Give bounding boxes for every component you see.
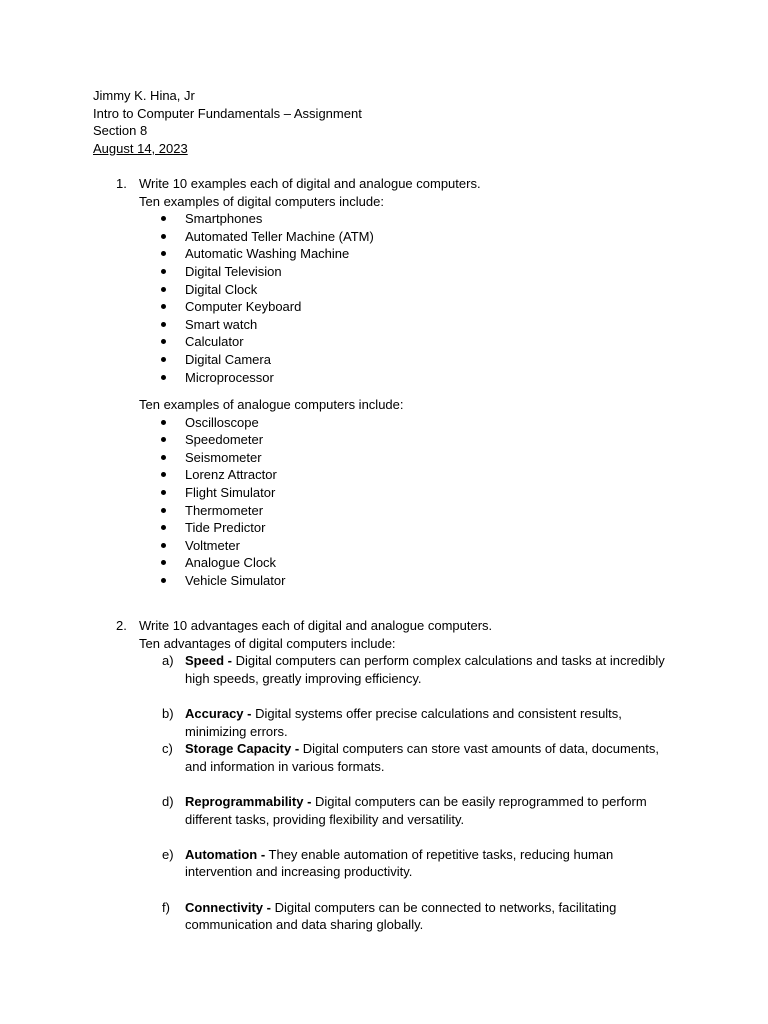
question-2 — [116, 617, 492, 635]
course-title: Intro to Computer Fundamentals – Assignment — [93, 105, 362, 121]
bullet-icon — [161, 490, 166, 495]
analogue-examples-intro: Ten examples of analogue computers include: — [139, 397, 404, 412]
list-item-text: Voltmeter — [185, 537, 240, 553]
list-item — [139, 351, 374, 369]
list-item-text: Vehicle Simulator — [185, 572, 286, 588]
advantage-marker: a) — [162, 653, 174, 669]
list-item-text: Smartphones — [185, 211, 263, 227]
bullet-icon — [161, 216, 166, 221]
advantage-item — [162, 899, 682, 934]
bullet-icon — [161, 472, 166, 477]
list-item-text: Flight Simulator — [185, 484, 276, 500]
advantage-term: Automation - — [185, 846, 266, 862]
list-item — [139, 263, 374, 281]
bullet-icon — [161, 304, 166, 309]
advantage-item — [162, 740, 682, 775]
list-item — [139, 228, 374, 246]
list-item — [139, 537, 285, 555]
list-item-text: Speedometer — [185, 432, 264, 448]
bullet-icon — [161, 339, 166, 344]
list-item-text: Tide Predictor — [185, 520, 266, 536]
document-header — [93, 87, 362, 157]
bullet-icon — [161, 543, 166, 548]
list-item — [139, 449, 285, 467]
bullet-icon — [161, 375, 166, 380]
list-item-text: Computer Keyboard — [185, 299, 302, 315]
digital-examples-list — [139, 210, 374, 386]
list-item-text: Seismometer — [185, 449, 262, 465]
advantage-description: Digital systems offer precise calculations and consistent results, minimizing errors. — [185, 705, 622, 739]
bullet-icon — [161, 578, 166, 583]
question-1 — [116, 175, 481, 193]
list-item — [139, 554, 285, 572]
bullet-icon — [161, 437, 166, 442]
list-item-text: Thermometer — [185, 502, 264, 518]
advantage-description: Digital computers can store vast amounts of data, documents, and information in various formats. — [185, 741, 659, 774]
list-item — [139, 484, 285, 502]
list-item-text: Calculator — [185, 334, 244, 350]
advantage-description: Digital computers can perform complex calculations and tasks at incredibly high speeds, greatly improving efficiency. — [185, 653, 665, 686]
advantage-item — [162, 846, 682, 881]
list-item-text: Oscilloscope — [185, 414, 259, 430]
list-item — [139, 333, 374, 351]
list-item-text: Digital Television — [185, 263, 282, 279]
list-item — [139, 414, 285, 432]
bullet-icon — [161, 357, 166, 362]
bullet-icon — [161, 455, 166, 460]
advantage-marker: c) — [162, 741, 173, 757]
list-item-text: Digital Clock — [185, 281, 258, 297]
bullet-icon — [161, 508, 166, 513]
list-item — [139, 466, 285, 484]
question-text: Write 10 advantages each of digital and analogue computers. — [139, 618, 493, 633]
list-item — [139, 298, 374, 316]
list-item — [139, 245, 374, 263]
list-item-text: Automated Teller Machine (ATM) — [185, 228, 374, 244]
advantage-marker: e) — [162, 846, 174, 862]
advantage-term: Connectivity - — [185, 899, 271, 915]
advantage-item — [162, 652, 682, 687]
bullet-icon — [161, 525, 166, 530]
list-item-text: Smart watch — [185, 316, 258, 332]
bullet-icon — [161, 269, 166, 274]
advantage-description: Digital computers can be connected to networks, facilitating communication and data sharing globally. — [185, 899, 617, 933]
advantage-description: They enable automation of repetitive tasks, reducing human intervention and increasing productivity. — [185, 846, 614, 880]
advantage-description: Digital computers can be easily reprogrammed to perform different tasks, providing flexibility and versatility. — [185, 793, 647, 827]
list-item — [139, 369, 374, 387]
bullet-icon — [161, 560, 166, 565]
advantage-term: Speed - — [185, 653, 232, 669]
author-name: Jimmy K. Hina, Jr — [93, 88, 195, 103]
list-item — [139, 431, 285, 449]
bullet-icon — [161, 234, 166, 239]
bullet-icon — [161, 251, 166, 256]
list-item — [139, 281, 374, 299]
list-item — [139, 572, 285, 590]
digital-advantages-list — [162, 652, 682, 934]
advantage-term: Reprogrammability - — [185, 793, 312, 809]
advantage-marker: f) — [162, 899, 170, 915]
advantage-term: Accuracy - — [185, 705, 252, 721]
digital-examples-intro: Ten examples of digital computers include: — [139, 193, 384, 209]
question-number: 1. — [116, 176, 127, 191]
list-item-text: Microprocessor — [185, 369, 274, 385]
list-item — [139, 210, 374, 228]
analogue-examples-list — [139, 414, 285, 590]
list-item-text: Digital Camera — [185, 351, 271, 367]
section-label: Section 8 — [93, 123, 148, 139]
advantage-marker: b) — [162, 705, 174, 721]
question-text: Write 10 examples each of digital and analogue computers. — [139, 176, 481, 191]
list-item-text: Lorenz Attractor — [185, 467, 277, 483]
list-item — [139, 519, 285, 537]
list-item — [139, 316, 374, 334]
list-item-text: Analogue Clock — [185, 555, 277, 571]
list-item-text: Automatic Washing Machine — [185, 246, 350, 262]
advantage-item — [162, 793, 682, 828]
date-line: August 14, 2023 — [93, 140, 188, 156]
advantage-term: Storage Capacity - — [185, 741, 300, 757]
bullet-icon — [161, 287, 166, 292]
digital-advantages-intro: Ten advantages of digital computers include: — [139, 635, 396, 651]
question-number: 2. — [116, 618, 127, 633]
advantage-item — [162, 705, 682, 740]
bullet-icon — [161, 420, 166, 425]
bullet-icon — [161, 322, 166, 327]
advantage-marker: d) — [162, 793, 174, 809]
list-item — [139, 502, 285, 520]
